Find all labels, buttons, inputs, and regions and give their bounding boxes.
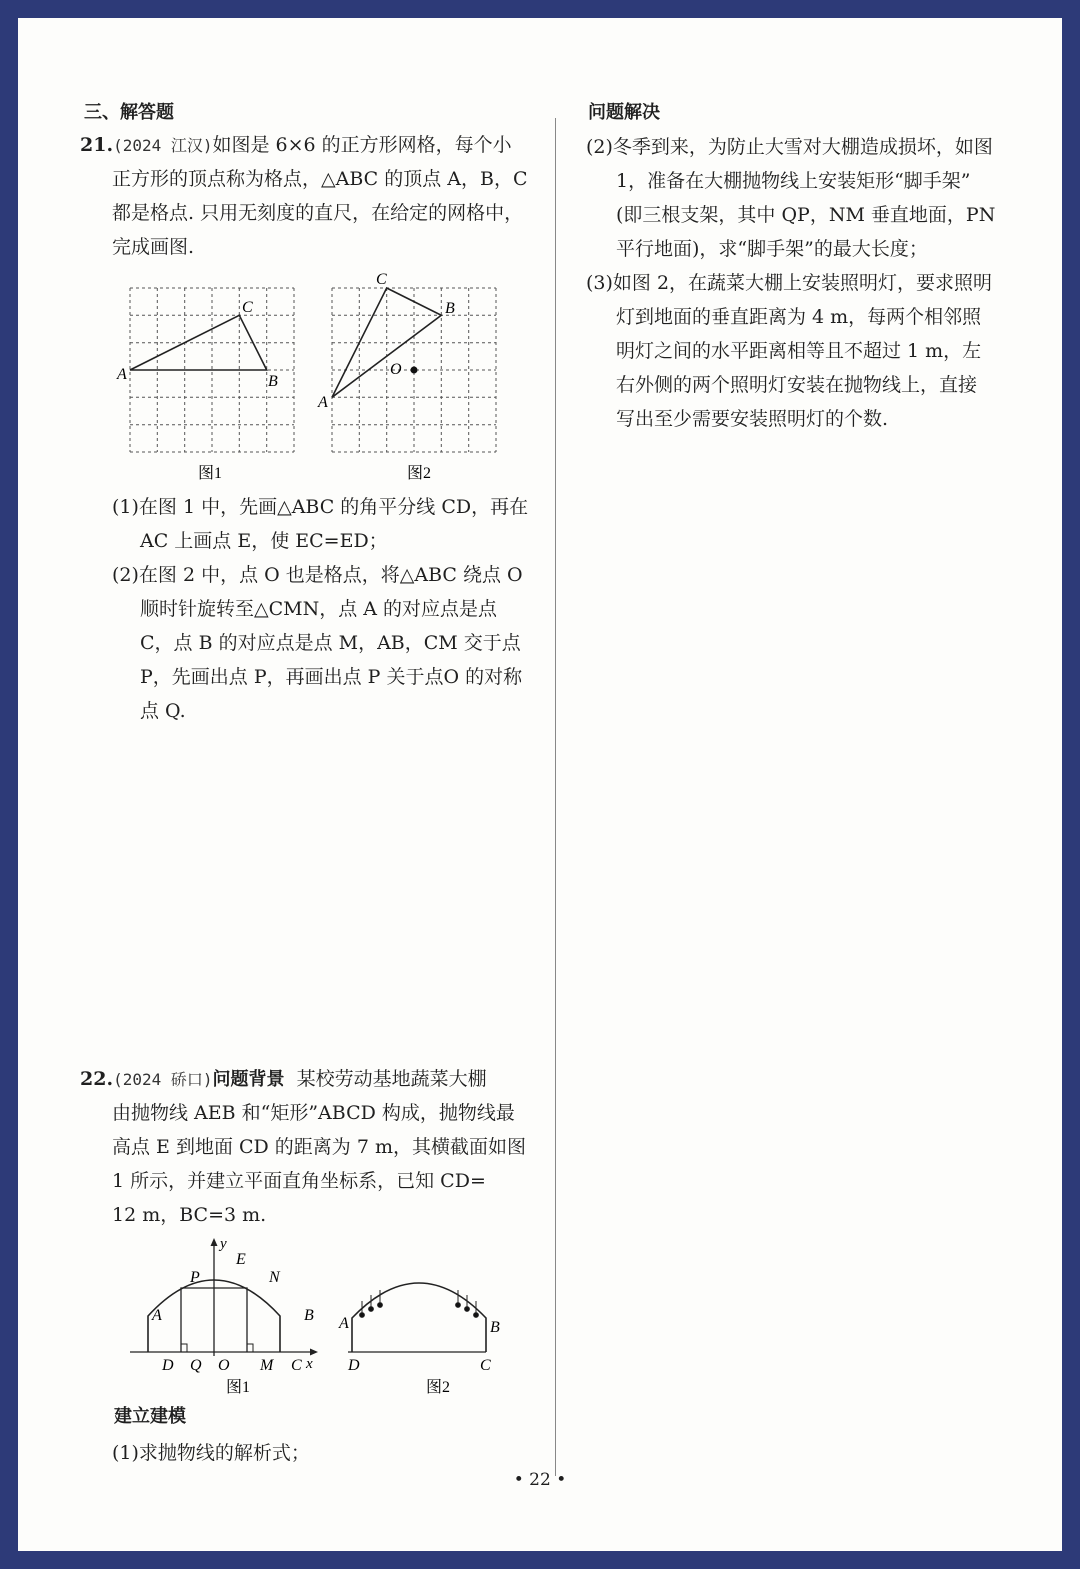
q21-line-3: 完成画图.: [112, 236, 195, 258]
q21-part2-line-4: 点 Q.: [140, 700, 186, 722]
q22f2-label-d: D: [348, 1357, 360, 1374]
q22f2-label-b: B: [490, 1319, 500, 1336]
q22f2-label-c: C: [480, 1357, 491, 1374]
fig1-label-b: B: [268, 373, 278, 390]
q22-line-3: 1 所示，并建立平面直角坐标系，已知 CD=: [112, 1170, 486, 1192]
fig2-caption: 图2: [407, 465, 432, 482]
q21-part1-line-0: (1)在图 1 中，先画△ABC 的角平分线 CD，再在: [112, 496, 529, 518]
right-angle-q: [181, 1344, 187, 1352]
column-divider: [555, 118, 556, 1476]
q21-line-0: 如图是 6×6 的正方形网格，每个小: [212, 134, 512, 156]
q22f1-caption: 图1: [226, 1379, 251, 1394]
q22f1-label-p: P: [190, 1269, 200, 1286]
q22f1-label-b: B: [304, 1307, 314, 1324]
right-part3-line-2: 明灯之间的水平距离相等且不超过 1 m，左: [616, 340, 982, 362]
q21-part2-line-0: (2)在图 2 中，点 O 也是格点，将△ABC 绕点 O: [112, 564, 523, 586]
right-part3-line-4: 写出至少需要安装照明灯的个数.: [616, 408, 889, 430]
q22-figure-2: [334, 1268, 514, 1394]
q22f1-label-y: y: [220, 1236, 227, 1252]
q21-figure-2: [314, 268, 514, 490]
q22f1-label-e: E: [236, 1251, 246, 1268]
q21-part2-line-3: P，先画出点 P，再画出点 P 关于点O 的对称: [140, 666, 523, 688]
q21-figure-1: [114, 280, 304, 490]
greenhouse-outline: [352, 1283, 486, 1352]
q22-heading: 问题背景: [212, 1069, 285, 1090]
q22-line-2: 高点 E 到地面 CD 的距离为 7 m，其横截面如图: [112, 1136, 526, 1158]
right-part2-line-0: (2)冬季到来，为防止大雪对大棚造成损坏，如图: [586, 136, 993, 158]
q22-first-line: [80, 1062, 487, 1097]
q21-line-2: 都是格点. 只用无刻度的直尺，在给定的网格中，: [112, 202, 524, 224]
point-o: [411, 367, 418, 374]
fig2-label-c: C: [376, 271, 387, 288]
q22-figure-1: [126, 1236, 322, 1394]
q22f1-label-q: Q: [190, 1357, 202, 1374]
x-axis-arrow: [310, 1349, 318, 1356]
fig1-caption: 图1: [198, 465, 223, 482]
right-part2-line-3: 平行地面)，求“脚手架”的最大长度；: [616, 238, 928, 260]
q21-line-1: 正方形的顶点称为格点，△ABC 的顶点 A，B，C: [112, 168, 528, 190]
q22f1-label-d: D: [162, 1357, 174, 1374]
right-part3-line-1: 灯到地面的垂直距离为 4 m，每两个相邻照: [616, 306, 982, 328]
fig2-label-b: B: [445, 300, 455, 317]
q21-part1-line-1: AC 上画点 E，使 EC=ED；: [140, 530, 388, 552]
right-part3-line-0: (3)如图 2，在蔬菜大棚上安装照明灯，要求照明: [586, 272, 993, 294]
q21-part2-line-2: C，点 B 的对应点是点 M，AB，CM 交于点: [140, 632, 521, 654]
fig2-label-a: A: [318, 394, 328, 411]
right-part2-line-2: (即三根支架，其中 QP，NM 垂直地面，PN: [616, 204, 996, 226]
right-part2-line-1: 1，准备在大棚抛物线上安装矩形“脚手架”: [616, 170, 971, 192]
fig1-label-c: C: [242, 299, 253, 316]
q22f1-label-a: A: [152, 1307, 162, 1324]
fig1-label-a: A: [117, 366, 127, 383]
q21-part2-line-1: 顺时针旋转至△CMN，点 A 的对应点是点: [140, 598, 498, 620]
q21-first-line: [80, 128, 512, 163]
page-number: • 22 •: [513, 1470, 567, 1490]
y-axis-arrow: [211, 1238, 218, 1246]
lamp-group: [360, 1290, 479, 1317]
q22f1-label-n: N: [269, 1269, 280, 1286]
q22-number: 22.: [80, 1068, 114, 1090]
section-title: 三、解答题: [84, 102, 174, 123]
q21-number: 21.: [80, 134, 114, 156]
q22f2-caption: 图2: [426, 1379, 451, 1394]
q22f1-label-x: x: [306, 1356, 313, 1372]
q22-line-4: 12 m，BC=3 m.: [112, 1204, 267, 1226]
right-part3-line-3: 右外侧的两个照明灯安装在抛物线上，直接: [616, 374, 978, 396]
workbook-page: [18, 18, 1062, 1551]
q22f1-label-c: C: [291, 1357, 302, 1374]
right-angle-m: [247, 1344, 253, 1352]
fig2-label-o: O: [390, 361, 402, 378]
q21-source: (2024 江汉): [113, 136, 213, 155]
right-heading: 问题解决: [588, 102, 660, 123]
q22f1-label-m: M: [260, 1357, 274, 1374]
q22-source: (2024 硚口): [113, 1070, 213, 1089]
q22f2-label-a: A: [339, 1315, 349, 1332]
q22f1-label-o: O: [218, 1357, 230, 1374]
q22-model-heading: 建立建模: [114, 1406, 186, 1427]
q22-line-0: 某校劳动基地蔬菜大棚: [296, 1068, 487, 1090]
q22-part1: (1)求抛物线的解析式；: [112, 1442, 310, 1464]
q22-line-1: 由抛物线 AEB 和“矩形”ABCD 构成，抛物线最: [112, 1102, 515, 1124]
